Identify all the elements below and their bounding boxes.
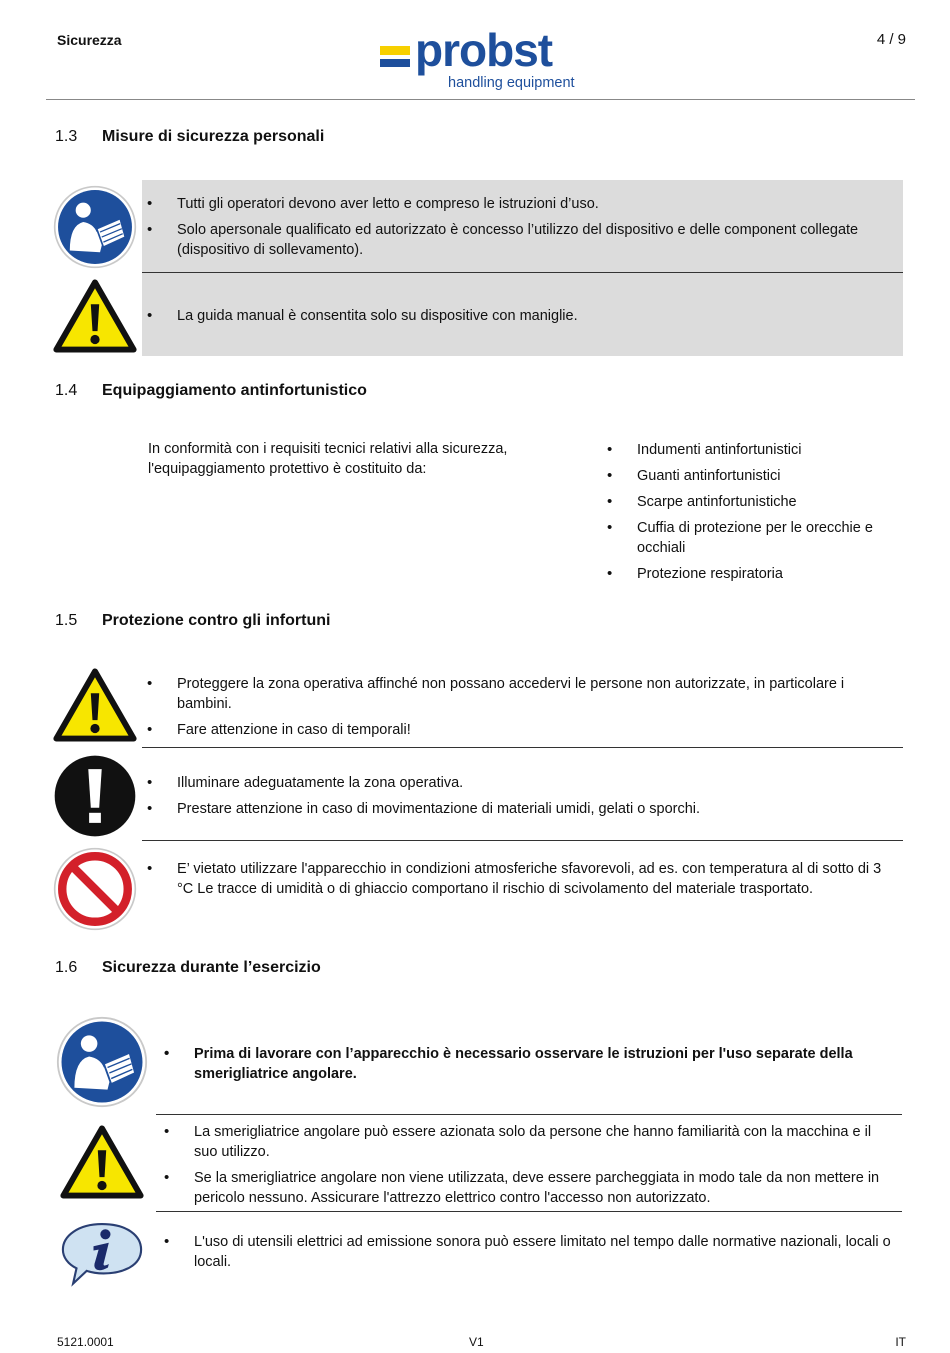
list-item: • La smerigliatrice angolare può essere azionata solo da persone che hanno familiarità con la macchina e il suo utilizzo. <box>159 1122 894 1162</box>
list-item: • Tutti gli operatori devono aver letto e compreso le istruzioni d’uso. <box>142 194 882 214</box>
section-number: 1.4 <box>55 382 78 399</box>
divider <box>142 747 903 748</box>
header-section-title: Sicurezza <box>57 32 122 48</box>
logo-word: probst <box>415 24 553 76</box>
probst-logo <box>378 24 598 93</box>
warning-triangle-icon <box>60 1125 144 1199</box>
list-item: • Se la smerigliatrice angolare non viene utilizzata, deve essere parcheggiata in modo tale da non mettere in pericolo nessuno. Assicurare l'attrezzo elettrico contro l'accesso non autorizzato. <box>159 1168 894 1208</box>
section-1-6-list-1 <box>159 1044 859 1090</box>
list-item: • La guida manual è consentita solo su dispositive con maniglie. <box>142 306 882 326</box>
list-item: • Illuminare adeguatamente la zona operativa. <box>142 773 892 793</box>
warning-triangle-icon <box>53 668 137 742</box>
list-item: • Indumenti antinfortunistici <box>602 440 902 460</box>
section-number: 1.6 <box>55 959 78 976</box>
list-item: • Prestare attenzione in caso di movimentazione di materiali umidi, gelati o sporchi. <box>142 799 892 819</box>
read-manual-icon <box>56 1016 148 1108</box>
section-1-6-heading <box>55 958 321 978</box>
ppe-list <box>602 440 902 590</box>
section-1-6-list-3 <box>159 1232 899 1278</box>
logo-subtitle: handling equipment <box>448 75 575 91</box>
section-1-5-list-1 <box>142 674 892 746</box>
list-item: • Guanti antinfortunistici <box>602 466 902 486</box>
list-item: • Protezione respiratoria <box>602 564 902 584</box>
footer-version: V1 <box>469 1335 484 1349</box>
list-item: • Proteggere la zona operativa affinché non possano accedervi le persone non autorizzate, in particolare i bambini. <box>142 674 892 714</box>
section-1-4-heading <box>55 381 367 401</box>
divider <box>156 1114 902 1115</box>
header-divider <box>46 99 915 100</box>
footer-language: IT <box>895 1335 906 1349</box>
list-item: • Prima di lavorare con l’apparecchio è necessario osservare le istruzioni per l'uso separate della smerigliatrice angolare. <box>159 1044 859 1084</box>
list-item: • E’ vietato utilizzare l'apparecchio in condizioni atmosferiche sfavorevoli, ad es. con temperatura al di sotto di 3 °C Le tracce di umidità o di ghiaccio comportano il rischio di scivolamento del materiale trasportato. <box>142 859 882 899</box>
ppe-intro-text: In conformità con i requisiti tecnici relativi alla sicurezza, l'equipaggiamento protettivo è costituito da: <box>148 441 508 477</box>
section-number: 1.5 <box>55 612 78 629</box>
list-item: • Cuffia di protezione per le orecchie e occhiali <box>602 518 902 558</box>
section-number: 1.3 <box>55 128 78 145</box>
list-item: • Fare attenzione in caso di temporali! <box>142 720 892 740</box>
section-1-5-heading <box>55 611 330 631</box>
section-1-3-heading <box>55 127 324 147</box>
section-title: Sicurezza durante l’esercizio <box>102 959 321 976</box>
logo-blue-bar <box>380 59 410 67</box>
divider <box>156 1211 902 1212</box>
section-1-3-list-2 <box>142 306 882 332</box>
list-item: • L'uso di utensili elettrici ad emissione sonora può essere limitato nel tempo dalle normative nazionali, locali o locali. <box>159 1232 899 1272</box>
divider <box>142 840 903 841</box>
section-title: Misure di sicurezza personali <box>102 128 325 145</box>
section-title: Equipaggiamento antinfortunistico <box>102 382 367 399</box>
section-1-5-list-2 <box>142 773 892 825</box>
page-number: 4 / 9 <box>876 31 906 48</box>
footer-doc-number: 5121.0001 <box>57 1335 114 1349</box>
info-bubble-icon <box>58 1219 146 1287</box>
section-1-5-list-3 <box>142 859 882 905</box>
warning-triangle-icon <box>53 279 137 353</box>
divider <box>142 272 903 273</box>
logo-yellow-bar <box>380 46 410 55</box>
list-item: • Solo apersonale qualificato ed autorizzato è concesso l’utilizzo del dispositivo e delle component collegate (dispositivo di sollevamento). <box>142 220 882 260</box>
attention-exclamation-icon <box>53 754 137 838</box>
section-title: Protezione contro gli infortuni <box>102 612 331 629</box>
section-1-3-list-1 <box>142 194 882 266</box>
section-1-6-list-2 <box>159 1122 894 1214</box>
read-manual-icon <box>53 185 137 269</box>
list-item: • Scarpe antinfortunistiche <box>602 492 902 512</box>
prohibition-icon <box>53 847 137 931</box>
